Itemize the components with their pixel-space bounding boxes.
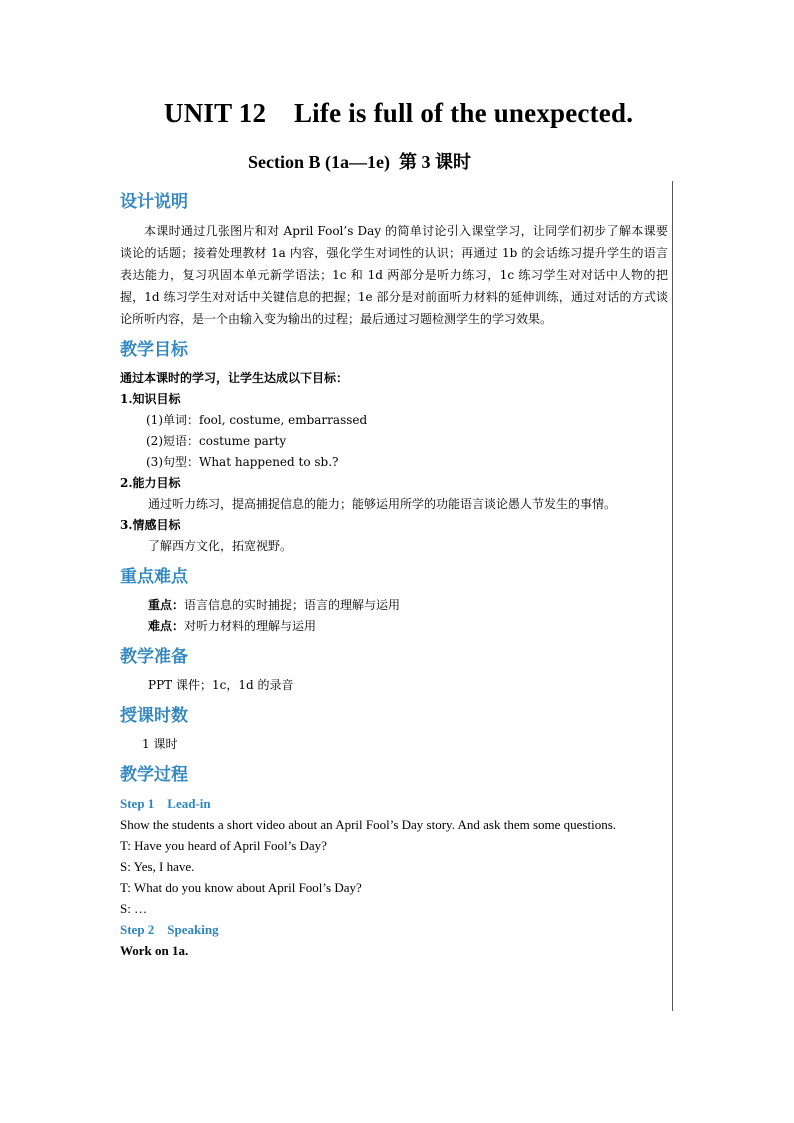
right-margin-rule: [672, 181, 673, 1011]
objectives-intro: 通过本课时的学习，让学生达成以下目标：: [120, 371, 349, 385]
ability-title: 2.能力目标: [120, 476, 181, 490]
knowledge-item: (1)单词：fool, costume, embarrassed: [146, 413, 368, 427]
preparation-text: PPT 课件；1c，1d 的录音: [148, 678, 294, 692]
design-text: 本课时通过几张图片和对 April Fool’s Day 的简单讨论引入课堂学习，让同学们初步了解本课要谈论的话题；接着处理教材 1a 内容，强化学生对词性的认识；再通过 1b 的会话练习提升学生的语言表达能力，复习巩固本单元新学语法；1c 和 1d 两部分是听力练习，1c 练习学生对对话中人物的把握，1d 练习学生对对话中关键信息的把握；1e 部分是对前面听力材料的延伸训练，通过对话的方式谈论所听内容，是一个由输入变为输出的过程；最后通过习题检测学生的学习效果。: [120, 224, 668, 326]
key-points-heading: 重点难点: [120, 567, 188, 587]
step2-title: Step 2 Speaking: [120, 922, 219, 937]
focus-text: 语言信息的实时捕捉；语言的理解与运用: [184, 598, 401, 612]
lesson-plan-body: [120, 190, 668, 961]
step1-line: S: …: [120, 901, 148, 916]
knowledge-item: (2)短语：costume party: [146, 434, 287, 448]
preparation-heading: 教学准备: [120, 647, 188, 667]
step1-line: T: Have you heard of April Fool’s Day?: [120, 838, 327, 853]
focus-label: 重点：: [148, 598, 185, 612]
objectives-heading: 教学目标: [120, 340, 188, 360]
step1-line: T: What do you know about April Fool’s Day?: [120, 880, 362, 895]
emotion-text: 了解西方文化，拓宽视野。: [148, 539, 293, 553]
step2-line: Work on 1a.: [120, 943, 189, 958]
hours-text: 1 课时: [142, 737, 178, 751]
unit-title: UNIT 12 Life is full of the unexpected.: [164, 98, 634, 128]
hours-heading: 授课时数: [120, 706, 188, 726]
step1-title: Step 1 Lead-in: [120, 796, 211, 811]
difficulty-text: 对听力材料的理解与运用: [184, 619, 317, 633]
focus-line: [120, 595, 668, 616]
step1-line: Show the students a short video about an April Fool’s Day story. And ask them some questions.: [120, 817, 617, 832]
ability-text: 通过听力练习，提高捕捉信息的能力；能够运用所学的功能语言谈论愚人节发生的事情。: [148, 497, 617, 511]
step1-line: S: Yes, I have.: [120, 859, 195, 874]
process-heading: 教学过程: [120, 765, 188, 785]
knowledge-title: 1.知识目标: [120, 392, 181, 406]
difficulty-line: [120, 616, 668, 637]
knowledge-item: (3)句型：What happened to sb.?: [146, 455, 339, 469]
section-subtitle: Section B (1a—1e) 第 3 课时: [248, 152, 471, 172]
difficulty-label: 难点：: [148, 619, 185, 633]
emotion-title: 3.情感目标: [120, 518, 181, 532]
design-heading: 设计说明: [120, 192, 188, 212]
